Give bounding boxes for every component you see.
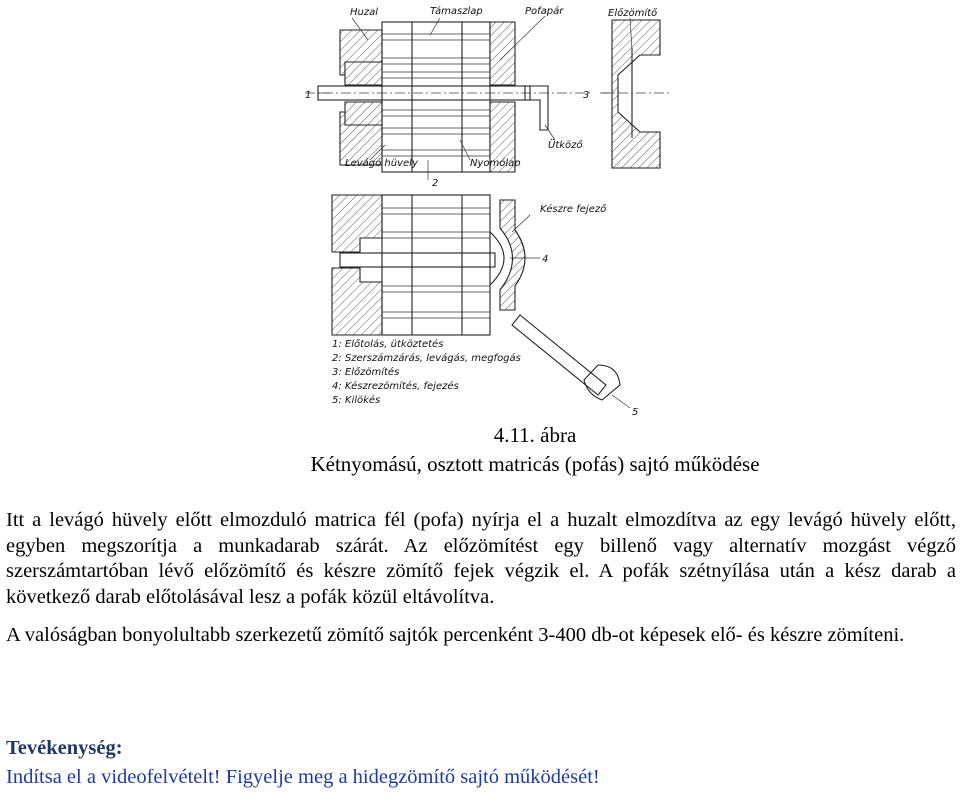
activity-heading: Tevékenység: — [6, 737, 123, 759]
label-elozomito: Előzömítő — [608, 8, 658, 19]
body-paragraph: Itt a levágó hüvely előtt elmozduló matrica fél (pofa) nyírja el a huzalt elmozdítva az egy levágó hüvely előtt, egyben megszorítja a munkadarab szárát. Az előzömítést egy billenő vagy alternatív mozgást végző szerszámtartóban lévő előzömítő és készre zömítő fejek végzik el. A pofák szétnyílása után a kész darab a következő darab előtolásával lesz a pofák közül eltávolítva. — [6, 509, 956, 608]
top-assembly — [305, 20, 670, 172]
legend-item: 4: Készrezömítés, fejezés — [332, 381, 459, 392]
ejected-part — [512, 315, 630, 408]
label-step-1: 1 — [305, 90, 312, 101]
label-huzal: Huzal — [350, 7, 379, 18]
label-step-5: 5 — [632, 407, 639, 418]
label-step-3: 3 — [583, 90, 590, 101]
label-utkozo: Ütköző — [548, 140, 583, 151]
label-step-4: 4 — [542, 254, 549, 265]
label-keszre-fejezo: Készre fejező — [540, 204, 607, 215]
label-step-2: 2 — [432, 178, 439, 189]
legend-item: 3: Előzömítés — [332, 367, 400, 378]
activity-instruction: Indítsa el a videofelvételt! Figyelje meg a hidegzömítő sajtó működését! — [6, 766, 600, 788]
label-levago-huvely: Levágó hüvely — [345, 158, 418, 169]
figure-title: Kétnyomású, osztott matricás (pofás) sajtó működése — [310, 452, 760, 476]
middle-assembly — [332, 195, 525, 335]
label-tamaszlap: Támaszlap — [430, 6, 483, 17]
figure-number: 4.11. ábra — [493, 423, 577, 447]
legend-item: 1: Előtolás, ütköztetés — [332, 339, 444, 350]
body-paragraph: A valóságban bonyolultabb szerkezetű zömítő sajtók percenként 3-400 db-ot képesek elő- és készre zömíteni. — [6, 624, 905, 646]
legend-item: 2: Szerszámzárás, levágás, megfogás — [332, 353, 521, 364]
label-pofapar: Pofapár — [525, 6, 564, 17]
legend-item: 5: Kilökés — [332, 395, 381, 406]
label-nyomolap: Nyomólap — [470, 158, 521, 169]
figure-legend — [332, 338, 521, 406]
